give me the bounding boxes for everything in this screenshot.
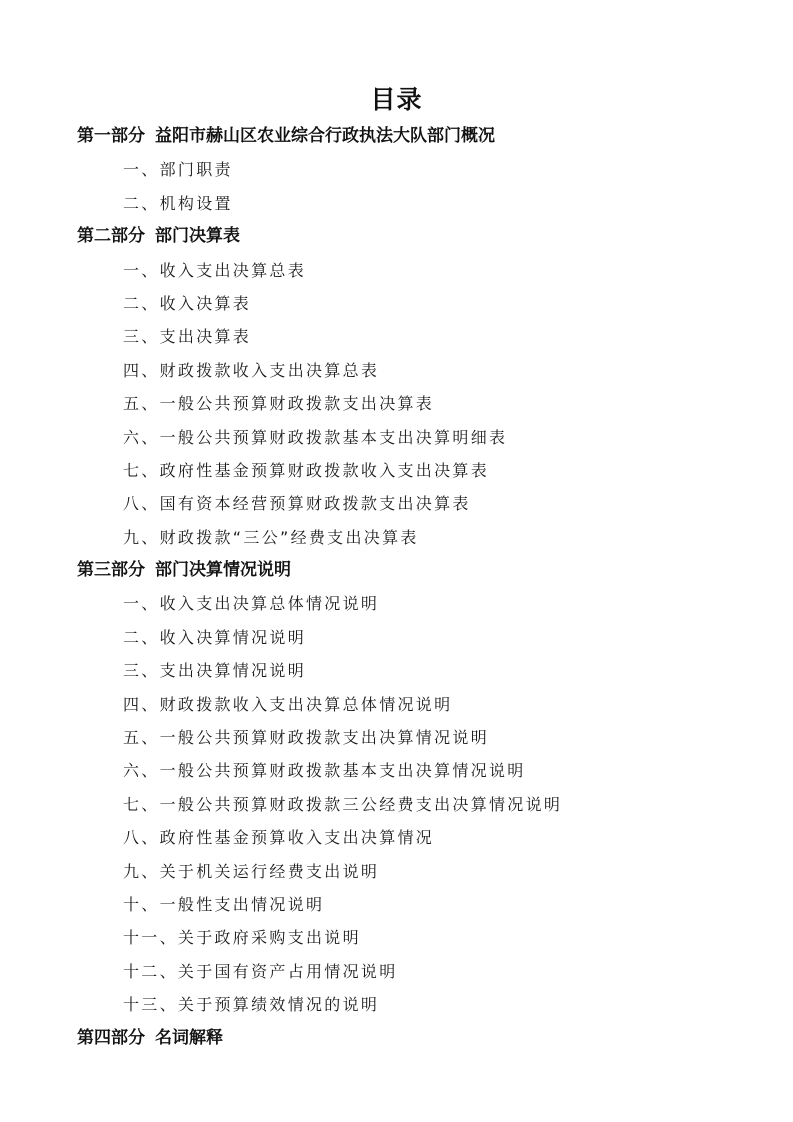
toc-item[interactable]: 九、财政拨款“三公”经费支出决算表 bbox=[123, 527, 419, 547]
toc-item[interactable]: 七、一般公共预算财政拨款三公经费支出决算情况说明 bbox=[123, 794, 563, 814]
part-heading[interactable] bbox=[77, 220, 757, 253]
part-name: 名词解释 bbox=[155, 1027, 223, 1048]
toc-item[interactable]: 二、收入决算表 bbox=[123, 293, 252, 313]
toc-item[interactable]: 八、国有资本经营预算财政拨款支出决算表 bbox=[123, 494, 471, 514]
toc-item[interactable]: 五、一般公共预算财政拨款支出决算情况说明 bbox=[123, 728, 490, 748]
part-number: 第三部分 bbox=[77, 560, 145, 581]
toc-item[interactable]: 一、部门职责 bbox=[123, 160, 233, 180]
toc-item[interactable]: 十一、关于政府采购支出说明 bbox=[123, 928, 361, 948]
part-number: 第四部分 bbox=[77, 1027, 145, 1048]
part-name: 益阳市赫山区农业综合行政执法大队部门概况 bbox=[155, 126, 495, 146]
toc-item[interactable]: 六、一般公共预算财政拨款基本支出决算情况说明 bbox=[123, 761, 526, 781]
toc-item[interactable]: 三、支出决算情况说明 bbox=[123, 661, 307, 681]
table-of-contents bbox=[77, 120, 757, 1055]
toc-item[interactable]: 一、收入支出决算总体情况说明 bbox=[123, 594, 380, 614]
toc-item[interactable]: 十二、关于国有资产占用情况说明 bbox=[123, 961, 398, 981]
part-name: 部门决算情况说明 bbox=[155, 560, 291, 581]
part-heading[interactable] bbox=[77, 1022, 757, 1055]
page-title: 目录 bbox=[370, 85, 423, 114]
part-number: 第一部分 bbox=[77, 126, 145, 146]
toc-item[interactable]: 二、机构设置 bbox=[123, 193, 233, 213]
toc-item[interactable]: 十三、关于预算绩效情况的说明 bbox=[123, 995, 380, 1015]
part-number: 第二部分 bbox=[77, 226, 145, 247]
toc-item[interactable]: 九、关于机关运行经费支出说明 bbox=[123, 861, 380, 881]
part-heading[interactable] bbox=[77, 120, 757, 153]
toc-item[interactable]: 十、一般性支出情况说明 bbox=[123, 894, 325, 914]
toc-item[interactable]: 七、政府性基金预算财政拨款收入支出决算表 bbox=[123, 460, 490, 480]
toc-item[interactable]: 一、收入支出决算总表 bbox=[123, 260, 307, 280]
part-name: 部门决算表 bbox=[155, 226, 240, 247]
toc-item[interactable]: 四、财政拨款收入支出决算总表 bbox=[123, 360, 380, 380]
toc-item[interactable]: 五、一般公共预算财政拨款支出决算表 bbox=[123, 394, 435, 414]
toc-item[interactable]: 二、收入决算情况说明 bbox=[123, 627, 307, 647]
toc-item[interactable]: 八、政府性基金预算收入支出决算情况 bbox=[123, 828, 435, 848]
toc-item[interactable]: 四、财政拨款收入支出决算总体情况说明 bbox=[123, 694, 453, 714]
part-heading[interactable] bbox=[77, 554, 757, 587]
toc-item[interactable]: 六、一般公共预算财政拨款基本支出决算明细表 bbox=[123, 427, 508, 447]
toc-item[interactable]: 三、支出决算表 bbox=[123, 327, 252, 347]
